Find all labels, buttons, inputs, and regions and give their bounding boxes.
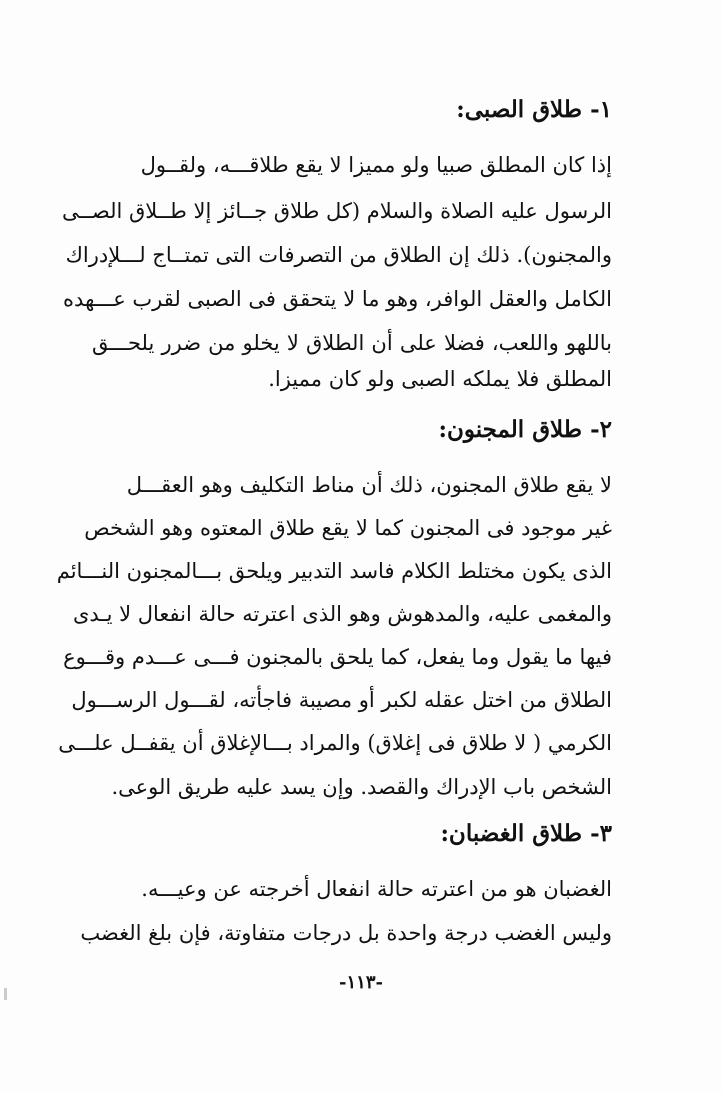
section-2-heading: ٢- طلاق المجنون: xyxy=(438,416,612,443)
scan-speck xyxy=(4,988,7,1000)
section-1-line-6: المطلق فلا يملكه الصبى ولو كان مميزا. xyxy=(268,367,612,391)
section-1-line-4: الكامل والعقل الوافر، وهو ما لا يتحقق فى الصبى لقرب عـــهده xyxy=(63,287,612,311)
section-2-line-5: فيها ما يقول وما يفعل، كما يلحق بالمجنون فـــى عـــدم وقـــوع xyxy=(63,645,612,669)
section-2-line-3: الذى يكون مختلط الكلام فاسد التدبير ويلحق بـــالمجنون النـــائم xyxy=(56,559,612,583)
section-2-line-8: الشخص باب الإدراك والقصد. وإن يسد عليه طريق الوعى. xyxy=(111,775,612,799)
section-1-line-1: إذا كان المطلق صبيا ولو مميزا لا يقع طلاقـــه، ولقــول xyxy=(140,153,612,177)
section-1-heading: ١- طلاق الصبى: xyxy=(456,96,612,123)
section-3-heading: ٣- طلاق الغضبان: xyxy=(440,820,612,847)
section-2-line-7: الكرمي ( لا طلاق فى إغلاق) والمراد بـــالإغلاق أن يقفــل علـــى xyxy=(58,731,612,755)
section-1-line-2: الرسول عليه الصلاة والسلام (كل طلاق جــائز إلا طــلاق الصــى xyxy=(62,199,612,223)
section-2-line-4: والمغمى عليه، والمدهوش وهو الذى اعترته حالة انفعال لا يـدى xyxy=(72,602,612,626)
page-number: -١١٣- xyxy=(339,972,383,993)
section-2-line-1: لا يقع طلاق المجنون، ذلك أن مناط التكليف وهو العقـــل xyxy=(126,473,612,497)
section-2-line-2: غير موجود فى المجنون كما لا يقع طلاق المعتوه وهو الشخص xyxy=(84,516,612,540)
section-1-line-5: باللهو واللعب، فضلا على أن الطلاق لا يخلو من ضرر يلحـــق xyxy=(92,331,612,355)
section-3-line-2: وليس الغضب درجة واحدة بل درجات متفاوتة، فإن بلغ الغضب xyxy=(80,921,612,945)
section-2-line-6: الطلاق من اختل عقله لكبر أو مصيبة فاجأته، لقـــول الرســـول xyxy=(71,688,612,712)
section-3-line-1: الغضبان هو من اعترته حالة انفعال أخرجته عن وعيـــه. xyxy=(141,877,612,901)
section-1-line-3: والمجنون). ذلك إن الطلاق من التصرفات التى تمتــاج لـــلإدراك xyxy=(65,243,612,267)
